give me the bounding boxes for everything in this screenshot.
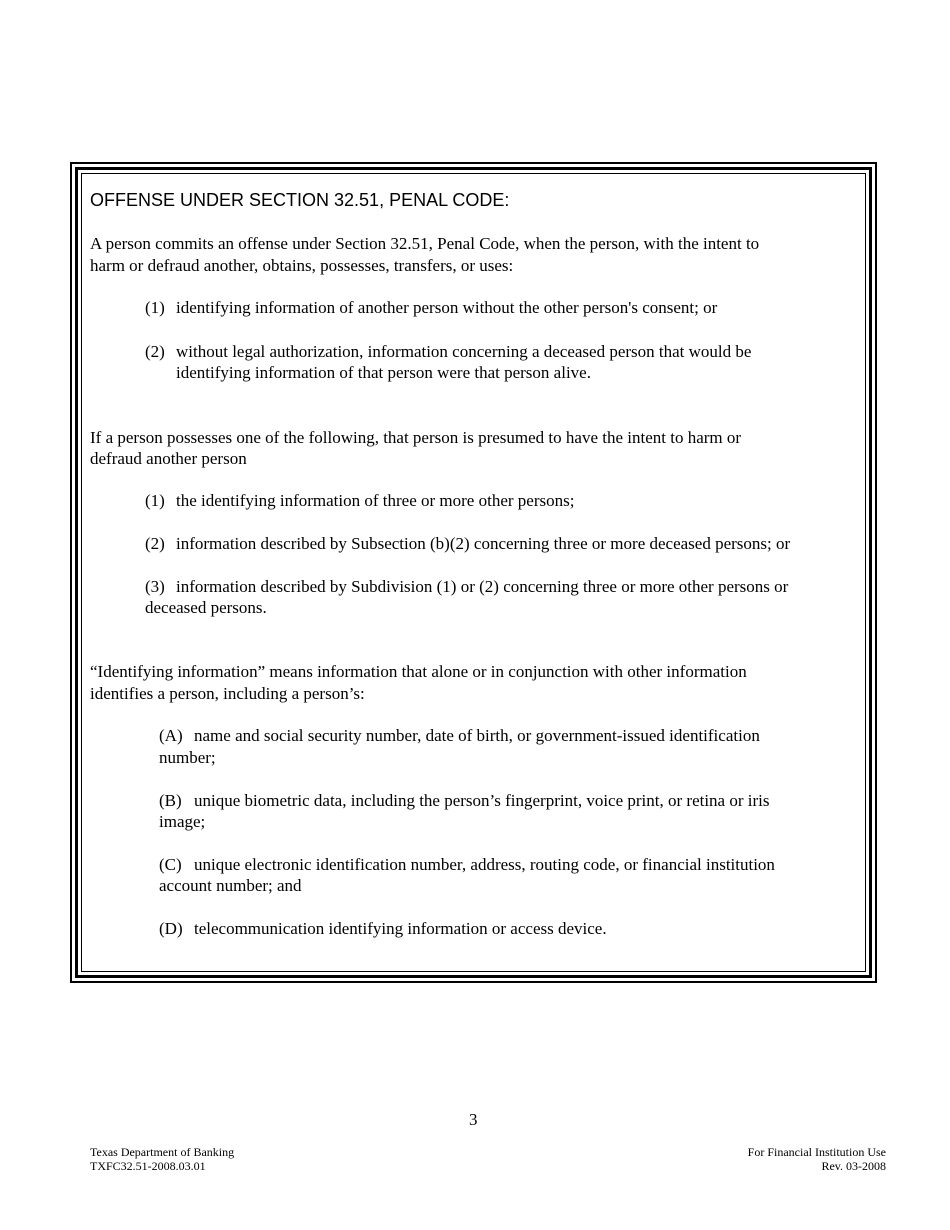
list2-item3-label: (3) [145,577,165,596]
list2-item2-label: (2) [145,534,165,553]
list1-item1-label: (1) [145,298,165,317]
para3-line1: “Identifying information” means information that alone or in conjunction with other information [90,662,747,681]
para2-line1: If a person possesses one of the following, that person is presumed to have the intent to harm or [90,428,742,447]
list2-item1-label: (1) [145,491,165,510]
list2-item3-line1: information described by Subdivision (1) or (2) concerning three or more other persons or [176,577,789,596]
list3-itemA-line2: number; [159,748,216,767]
list2-item2-line1: information described by Subsection (b)(2) concerning three or more deceased persons; or [176,534,791,553]
para3-line2: identifies a person, including a person’s: [90,684,365,703]
page-number: 3 [469,1110,478,1129]
list1-item2-label: (2) [145,342,165,361]
list3-itemC-line1: unique electronic identification number, address, routing code, or financial institution [194,855,775,874]
list2-item1-line1: the identifying information of three or more other persons; [176,491,575,510]
footer-usage-note: For Financial Institution Use [747,1145,886,1159]
list3-itemD-label: (D) [159,919,183,938]
list1-item1-line1: identifying information of another person without the other person's consent; or [176,298,718,317]
footer-agency: Texas Department of Banking [90,1145,235,1159]
list3-itemC-label: (C) [159,855,182,874]
footer-revision: Rev. 03-2008 [821,1159,886,1173]
list3-itemB-line1: unique biometric data, including the person’s fingerprint, voice print, or retina or iris [194,791,770,810]
section-heading: OFFENSE UNDER SECTION 32.51, PENAL CODE: [90,190,510,210]
list3-itemD-line1: telecommunication identifying information or access device. [194,919,607,938]
para1-line1: A person commits an offense under Section 32.51, Penal Code, when the person, with the intent to [90,234,760,253]
para1-line2: harm or defraud another, obtains, possesses, transfers, or uses: [90,256,514,275]
footer-form-id: TXFC32.51-2008.03.01 [90,1159,206,1173]
list3-itemC-line2: account number; and [159,876,302,895]
list3-itemA-line1: name and social security number, date of birth, or government-issued identification [194,726,760,745]
list1-item2-line1: without legal authorization, information concerning a deceased person that would be [176,342,752,361]
list3-itemA-label: (A) [159,726,183,745]
list2-item3-line2: deceased persons. [145,598,267,617]
para2-line2: defraud another person [90,449,247,468]
list3-itemB-label: (B) [159,791,182,810]
list1-item2-line2: identifying information of that person were that person alive. [176,363,591,382]
list3-itemB-line2: image; [159,812,206,831]
